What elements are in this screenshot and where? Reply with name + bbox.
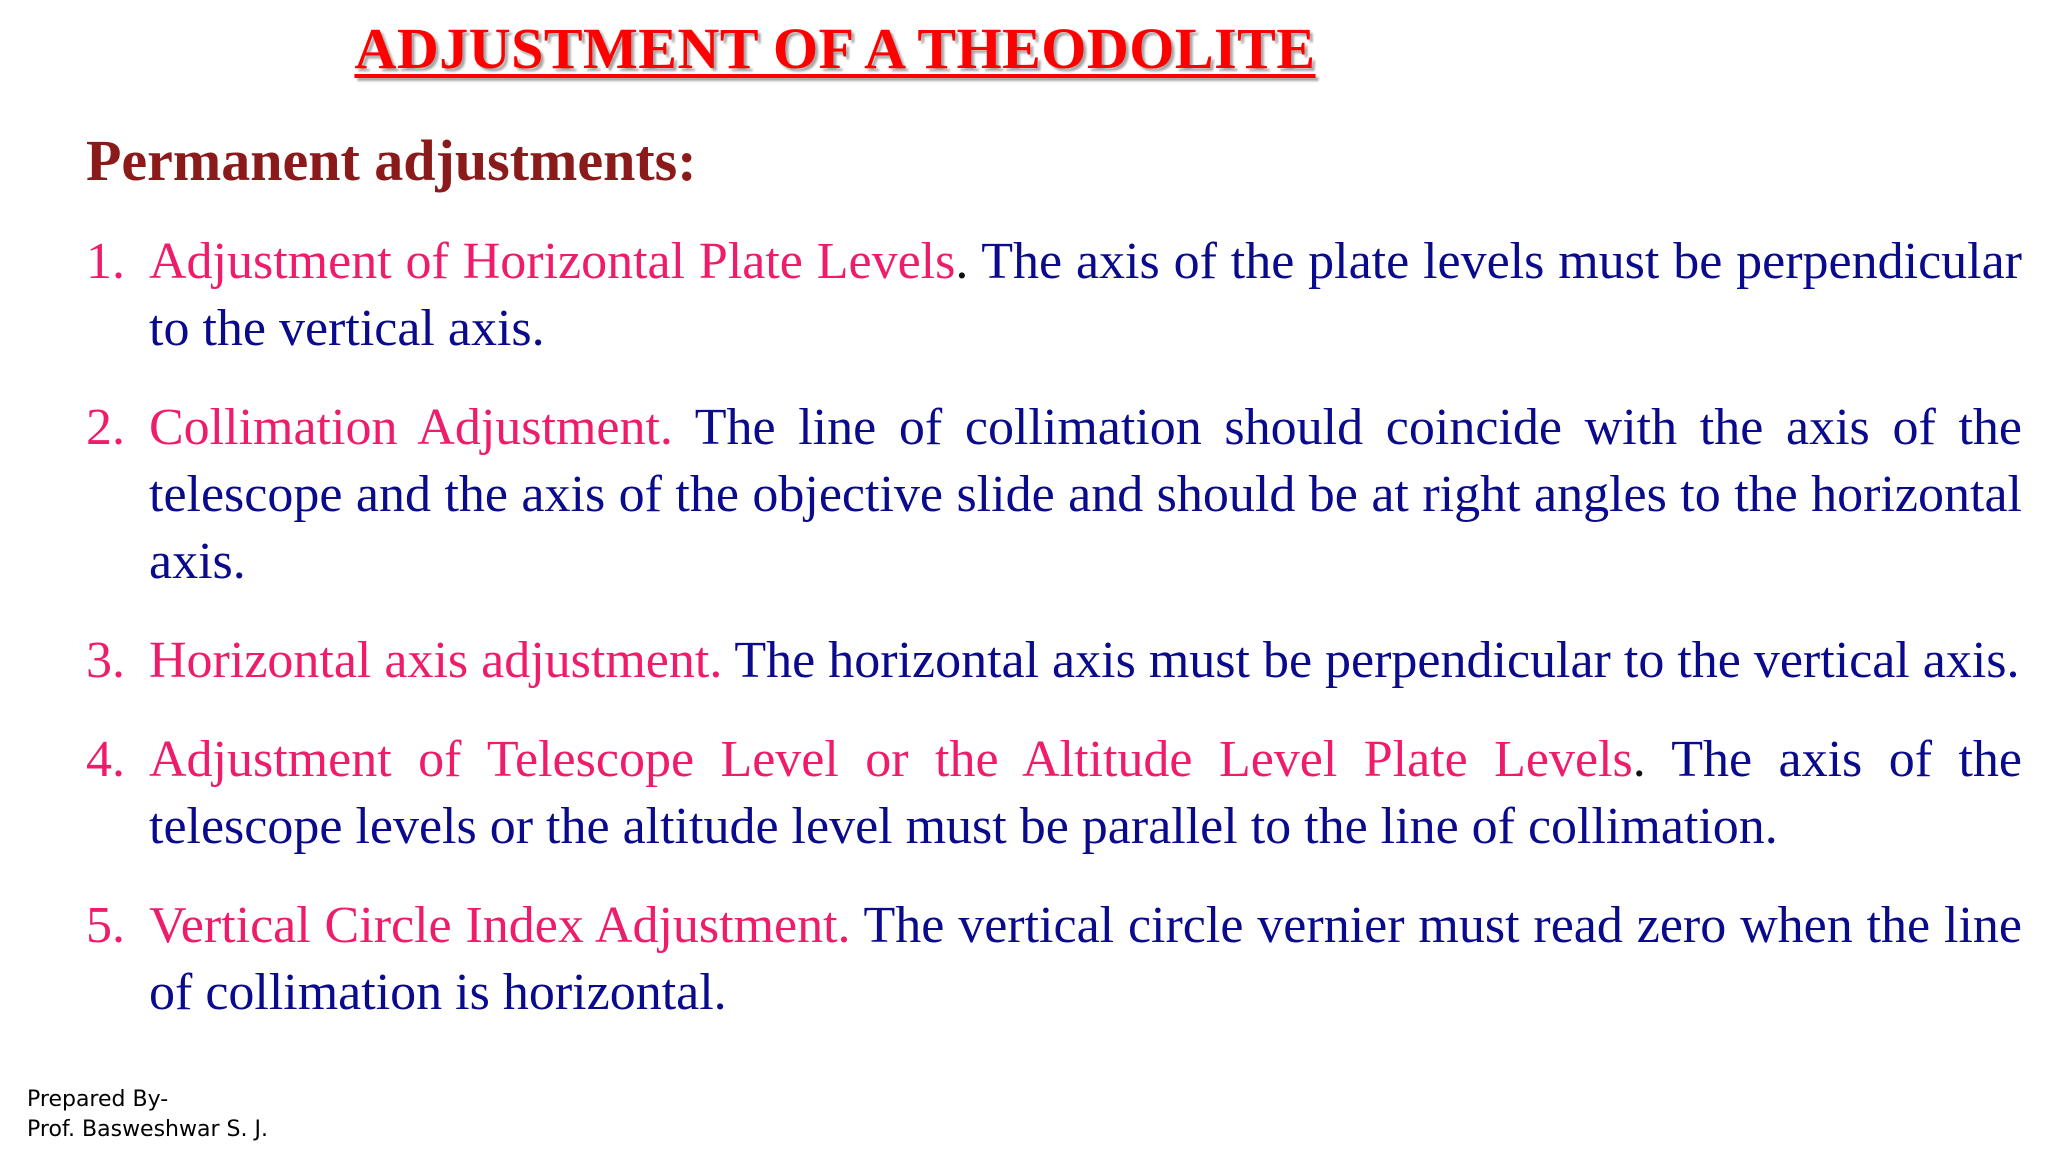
item-number: 3.	[86, 632, 125, 689]
item-body: The line of collimation should coincide with the axis of the telescope and the axis of the objective slide and should be at right angles to the horizontal axis.	[149, 399, 2022, 590]
item-separator: .	[955, 233, 969, 290]
item-body: The axis of the telescope levels or the altitude level must be parallel to the line of collimation.	[149, 731, 2022, 855]
item-number: 5.	[86, 897, 125, 954]
item-number: 4.	[86, 731, 125, 788]
slide-title: ADJUSTMENT OF A THEODOLITE	[354, 16, 1316, 81]
item-body: The horizontal axis must be perpendicular to the vertical axis.	[722, 632, 2020, 689]
section-heading: Permanent adjustments:	[86, 128, 697, 193]
list-item-1	[86, 228, 2022, 362]
list-item-2	[86, 394, 2022, 595]
item-body: The vertical circle vernier must read zero when the line of collimation is horizontal.	[149, 897, 2022, 1021]
item-lead: Adjustment of Horizontal Plate Levels	[149, 233, 956, 290]
item-lead: Adjustment of Telescope Level or the Altitude Level Plate Levels	[149, 731, 1633, 788]
item-body: The axis of the plate levels must be perpendicular to the vertical axis.	[149, 233, 2022, 357]
list-item-3	[86, 627, 2022, 694]
credit-line-prepared-by: Prepared By-	[27, 1087, 169, 1112]
item-lead: Collimation Adjustment.	[149, 399, 673, 456]
item-lead: Horizontal axis adjustment.	[149, 632, 723, 689]
author-credit	[27, 1085, 268, 1145]
list-item-5	[86, 892, 2022, 1026]
adjustments-list	[86, 228, 2022, 1058]
item-separator: .	[1632, 731, 1646, 788]
credit-line-author: Prof. Basweshwar S. J.	[27, 1117, 268, 1142]
item-number: 2.	[86, 399, 125, 456]
item-number: 1.	[86, 233, 125, 290]
list-item-4	[86, 726, 2022, 860]
item-lead: Vertical Circle Index Adjustment.	[149, 897, 851, 954]
